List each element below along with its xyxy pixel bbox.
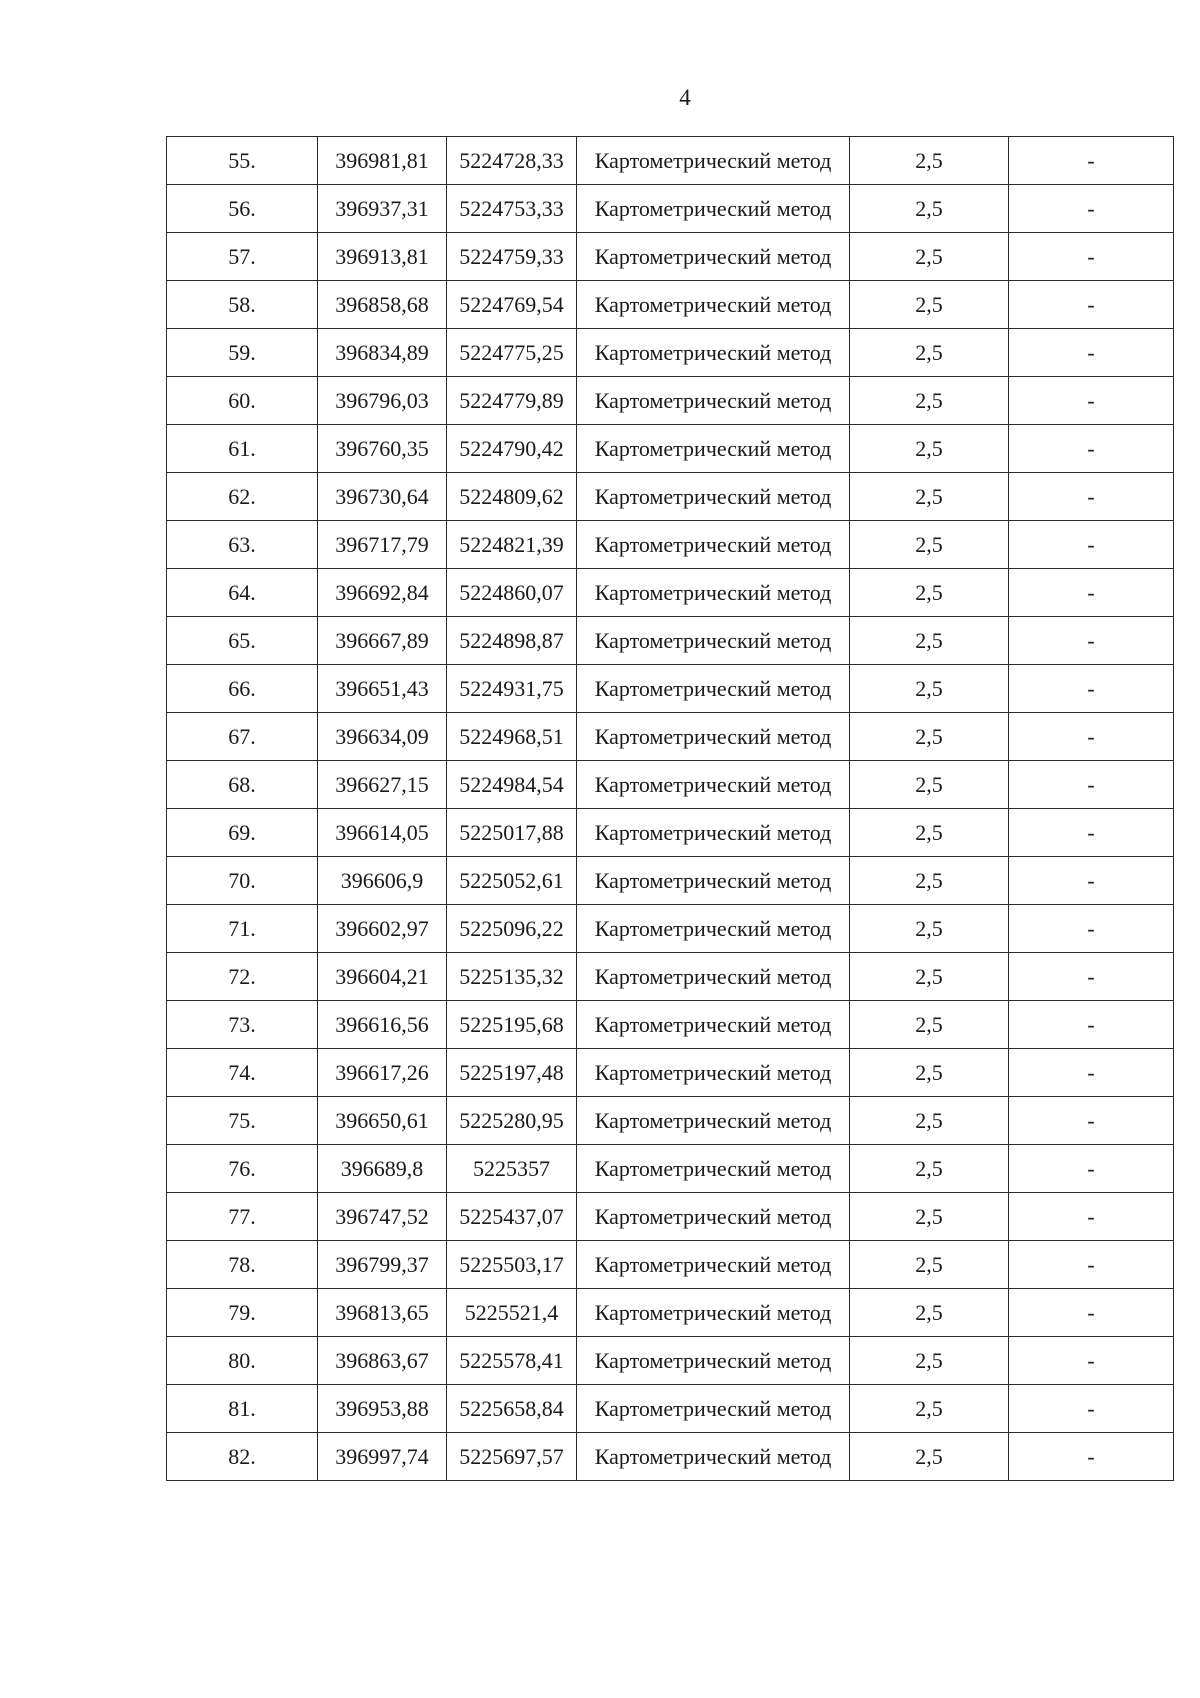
- point-number-cell: 60.: [167, 377, 318, 425]
- description-cell: -: [1009, 761, 1174, 809]
- precision-cell: 2,5: [850, 857, 1009, 905]
- precision-cell: 2,5: [850, 281, 1009, 329]
- table-row: [167, 185, 1174, 233]
- table-row: [167, 281, 1174, 329]
- description-cell: -: [1009, 1385, 1174, 1433]
- method-cell: Картометрический метод: [577, 425, 850, 473]
- x-coordinate-cell: 396937,31: [318, 185, 447, 233]
- point-number-cell: 72.: [167, 953, 318, 1001]
- method-cell: Картометрический метод: [577, 1337, 850, 1385]
- precision-cell: 2,5: [850, 1241, 1009, 1289]
- description-cell: -: [1009, 425, 1174, 473]
- precision-cell: 2,5: [850, 713, 1009, 761]
- y-coordinate-cell: 5224860,07: [447, 569, 577, 617]
- y-coordinate-cell: 5224898,87: [447, 617, 577, 665]
- x-coordinate-cell: 396834,89: [318, 329, 447, 377]
- description-cell: -: [1009, 233, 1174, 281]
- x-coordinate-cell: 396627,15: [318, 761, 447, 809]
- precision-cell: 2,5: [850, 665, 1009, 713]
- point-number-cell: 68.: [167, 761, 318, 809]
- point-number-cell: 59.: [167, 329, 318, 377]
- y-coordinate-cell: 5225017,88: [447, 809, 577, 857]
- method-cell: Картометрический метод: [577, 233, 850, 281]
- y-coordinate-cell: 5225197,48: [447, 1049, 577, 1097]
- precision-cell: 2,5: [850, 761, 1009, 809]
- description-cell: -: [1009, 185, 1174, 233]
- method-cell: Картометрический метод: [577, 1433, 850, 1481]
- table-row: [167, 377, 1174, 425]
- y-coordinate-cell: 5224968,51: [447, 713, 577, 761]
- point-number-cell: 61.: [167, 425, 318, 473]
- description-cell: -: [1009, 713, 1174, 761]
- y-coordinate-cell: 5224790,42: [447, 425, 577, 473]
- description-cell: -: [1009, 809, 1174, 857]
- x-coordinate-cell: 396602,97: [318, 905, 447, 953]
- method-cell: Картометрический метод: [577, 329, 850, 377]
- description-cell: -: [1009, 281, 1174, 329]
- method-cell: Картометрический метод: [577, 1193, 850, 1241]
- table-row: [167, 1241, 1174, 1289]
- y-coordinate-cell: 5225052,61: [447, 857, 577, 905]
- description-cell: -: [1009, 521, 1174, 569]
- table-row: [167, 473, 1174, 521]
- table-row: [167, 1097, 1174, 1145]
- point-number-cell: 71.: [167, 905, 318, 953]
- precision-cell: 2,5: [850, 1337, 1009, 1385]
- point-number-cell: 77.: [167, 1193, 318, 1241]
- y-coordinate-cell: 5224779,89: [447, 377, 577, 425]
- y-coordinate-cell: 5225521,4: [447, 1289, 577, 1337]
- x-coordinate-cell: 396689,8: [318, 1145, 447, 1193]
- x-coordinate-cell: 396616,56: [318, 1001, 447, 1049]
- point-number-cell: 82.: [167, 1433, 318, 1481]
- precision-cell: 2,5: [850, 521, 1009, 569]
- precision-cell: 2,5: [850, 473, 1009, 521]
- precision-cell: 2,5: [850, 1385, 1009, 1433]
- x-coordinate-cell: 396617,26: [318, 1049, 447, 1097]
- method-cell: Картометрический метод: [577, 281, 850, 329]
- point-number-cell: 65.: [167, 617, 318, 665]
- table-row: [167, 1289, 1174, 1337]
- point-number-cell: 73.: [167, 1001, 318, 1049]
- x-coordinate-cell: 396650,61: [318, 1097, 447, 1145]
- y-coordinate-cell: 5225658,84: [447, 1385, 577, 1433]
- method-cell: Картометрический метод: [577, 1145, 850, 1193]
- point-number-cell: 56.: [167, 185, 318, 233]
- point-number-cell: 57.: [167, 233, 318, 281]
- method-cell: Картометрический метод: [577, 905, 850, 953]
- method-cell: Картометрический метод: [577, 473, 850, 521]
- y-coordinate-cell: 5224821,39: [447, 521, 577, 569]
- precision-cell: 2,5: [850, 1049, 1009, 1097]
- description-cell: -: [1009, 1193, 1174, 1241]
- x-coordinate-cell: 396747,52: [318, 1193, 447, 1241]
- precision-cell: 2,5: [850, 905, 1009, 953]
- method-cell: Картометрический метод: [577, 665, 850, 713]
- table-row: [167, 761, 1174, 809]
- y-coordinate-cell: 5224769,54: [447, 281, 577, 329]
- x-coordinate-cell: 396913,81: [318, 233, 447, 281]
- table-row: [167, 1433, 1174, 1481]
- x-coordinate-cell: 396614,05: [318, 809, 447, 857]
- x-coordinate-cell: 396858,68: [318, 281, 447, 329]
- y-coordinate-cell: 5225096,22: [447, 905, 577, 953]
- method-cell: Картометрический метод: [577, 1385, 850, 1433]
- table-row: [167, 665, 1174, 713]
- x-coordinate-cell: 396717,79: [318, 521, 447, 569]
- description-cell: -: [1009, 617, 1174, 665]
- description-cell: -: [1009, 1433, 1174, 1481]
- y-coordinate-cell: 5224931,75: [447, 665, 577, 713]
- precision-cell: 2,5: [850, 1001, 1009, 1049]
- description-cell: -: [1009, 1145, 1174, 1193]
- y-coordinate-cell: 5224984,54: [447, 761, 577, 809]
- point-number-cell: 70.: [167, 857, 318, 905]
- x-coordinate-cell: 396953,88: [318, 1385, 447, 1433]
- x-coordinate-cell: 396997,74: [318, 1433, 447, 1481]
- x-coordinate-cell: 396813,65: [318, 1289, 447, 1337]
- description-cell: -: [1009, 857, 1174, 905]
- table-row: [167, 233, 1174, 281]
- method-cell: Картометрический метод: [577, 185, 850, 233]
- y-coordinate-cell: 5225697,57: [447, 1433, 577, 1481]
- description-cell: -: [1009, 1001, 1174, 1049]
- table-row: [167, 857, 1174, 905]
- table-row: [167, 617, 1174, 665]
- precision-cell: 2,5: [850, 377, 1009, 425]
- y-coordinate-cell: 5225578,41: [447, 1337, 577, 1385]
- x-coordinate-cell: 396981,81: [318, 137, 447, 185]
- precision-cell: 2,5: [850, 137, 1009, 185]
- y-coordinate-cell: 5225437,07: [447, 1193, 577, 1241]
- y-coordinate-cell: 5224753,33: [447, 185, 577, 233]
- y-coordinate-cell: 5225280,95: [447, 1097, 577, 1145]
- method-cell: Картометрический метод: [577, 1241, 850, 1289]
- precision-cell: 2,5: [850, 1145, 1009, 1193]
- method-cell: Картометрический метод: [577, 761, 850, 809]
- point-number-cell: 78.: [167, 1241, 318, 1289]
- x-coordinate-cell: 396692,84: [318, 569, 447, 617]
- x-coordinate-cell: 396760,35: [318, 425, 447, 473]
- description-cell: -: [1009, 329, 1174, 377]
- x-coordinate-cell: 396863,67: [318, 1337, 447, 1385]
- y-coordinate-cell: 5224728,33: [447, 137, 577, 185]
- table-row: [167, 569, 1174, 617]
- description-cell: -: [1009, 569, 1174, 617]
- y-coordinate-cell: 5225503,17: [447, 1241, 577, 1289]
- method-cell: Картометрический метод: [577, 1289, 850, 1337]
- method-cell: Картометрический метод: [577, 809, 850, 857]
- precision-cell: 2,5: [850, 425, 1009, 473]
- page-number: 4: [679, 85, 691, 110]
- description-cell: -: [1009, 1241, 1174, 1289]
- x-coordinate-cell: 396651,43: [318, 665, 447, 713]
- description-cell: -: [1009, 377, 1174, 425]
- x-coordinate-cell: 396604,21: [318, 953, 447, 1001]
- precision-cell: 2,5: [850, 617, 1009, 665]
- x-coordinate-cell: 396634,09: [318, 713, 447, 761]
- y-coordinate-cell: 5224809,62: [447, 473, 577, 521]
- method-cell: Картометрический метод: [577, 569, 850, 617]
- table-row: [167, 521, 1174, 569]
- point-number-cell: 64.: [167, 569, 318, 617]
- description-cell: -: [1009, 665, 1174, 713]
- method-cell: Картометрический метод: [577, 1001, 850, 1049]
- description-cell: -: [1009, 137, 1174, 185]
- point-number-cell: 79.: [167, 1289, 318, 1337]
- point-number-cell: 55.: [167, 137, 318, 185]
- point-number-cell: 75.: [167, 1097, 318, 1145]
- point-number-cell: 62.: [167, 473, 318, 521]
- point-number-cell: 80.: [167, 1337, 318, 1385]
- method-cell: Картометрический метод: [577, 617, 850, 665]
- precision-cell: 2,5: [850, 1193, 1009, 1241]
- method-cell: Картометрический метод: [577, 1097, 850, 1145]
- table-row: [167, 905, 1174, 953]
- table-row: [167, 425, 1174, 473]
- x-coordinate-cell: 396606,9: [318, 857, 447, 905]
- method-cell: Картометрический метод: [577, 1049, 850, 1097]
- table-row: [167, 1193, 1174, 1241]
- precision-cell: 2,5: [850, 1433, 1009, 1481]
- precision-cell: 2,5: [850, 569, 1009, 617]
- precision-cell: 2,5: [850, 1097, 1009, 1145]
- precision-cell: 2,5: [850, 329, 1009, 377]
- y-coordinate-cell: 5224775,25: [447, 329, 577, 377]
- description-cell: -: [1009, 473, 1174, 521]
- y-coordinate-cell: 5224759,33: [447, 233, 577, 281]
- coordinates-table-body: [167, 137, 1174, 1481]
- precision-cell: 2,5: [850, 185, 1009, 233]
- description-cell: -: [1009, 953, 1174, 1001]
- point-number-cell: 74.: [167, 1049, 318, 1097]
- table-row: [167, 1145, 1174, 1193]
- point-number-cell: 67.: [167, 713, 318, 761]
- point-number-cell: 69.: [167, 809, 318, 857]
- method-cell: Картометрический метод: [577, 377, 850, 425]
- description-cell: -: [1009, 1097, 1174, 1145]
- method-cell: Картометрический метод: [577, 137, 850, 185]
- precision-cell: 2,5: [850, 1289, 1009, 1337]
- coordinates-table: [166, 136, 1174, 1481]
- description-cell: -: [1009, 1289, 1174, 1337]
- table-row: [167, 953, 1174, 1001]
- x-coordinate-cell: 396667,89: [318, 617, 447, 665]
- y-coordinate-cell: 5225135,32: [447, 953, 577, 1001]
- table-row: [167, 1001, 1174, 1049]
- method-cell: Картометрический метод: [577, 713, 850, 761]
- description-cell: -: [1009, 1337, 1174, 1385]
- point-number-cell: 76.: [167, 1145, 318, 1193]
- point-number-cell: 63.: [167, 521, 318, 569]
- method-cell: Картометрический метод: [577, 857, 850, 905]
- table-row: [167, 329, 1174, 377]
- point-number-cell: 66.: [167, 665, 318, 713]
- method-cell: Картометрический метод: [577, 521, 850, 569]
- table-row: [167, 1049, 1174, 1097]
- y-coordinate-cell: 5225195,68: [447, 1001, 577, 1049]
- precision-cell: 2,5: [850, 953, 1009, 1001]
- precision-cell: 2,5: [850, 233, 1009, 281]
- description-cell: -: [1009, 905, 1174, 953]
- table-row: [167, 713, 1174, 761]
- description-cell: -: [1009, 1049, 1174, 1097]
- table-row: [167, 137, 1174, 185]
- x-coordinate-cell: 396796,03: [318, 377, 447, 425]
- table-row: [167, 1337, 1174, 1385]
- method-cell: Картометрический метод: [577, 953, 850, 1001]
- table-row: [167, 1385, 1174, 1433]
- x-coordinate-cell: 396730,64: [318, 473, 447, 521]
- point-number-cell: 81.: [167, 1385, 318, 1433]
- x-coordinate-cell: 396799,37: [318, 1241, 447, 1289]
- table-row: [167, 809, 1174, 857]
- precision-cell: 2,5: [850, 809, 1009, 857]
- point-number-cell: 58.: [167, 281, 318, 329]
- y-coordinate-cell: 5225357: [447, 1145, 577, 1193]
